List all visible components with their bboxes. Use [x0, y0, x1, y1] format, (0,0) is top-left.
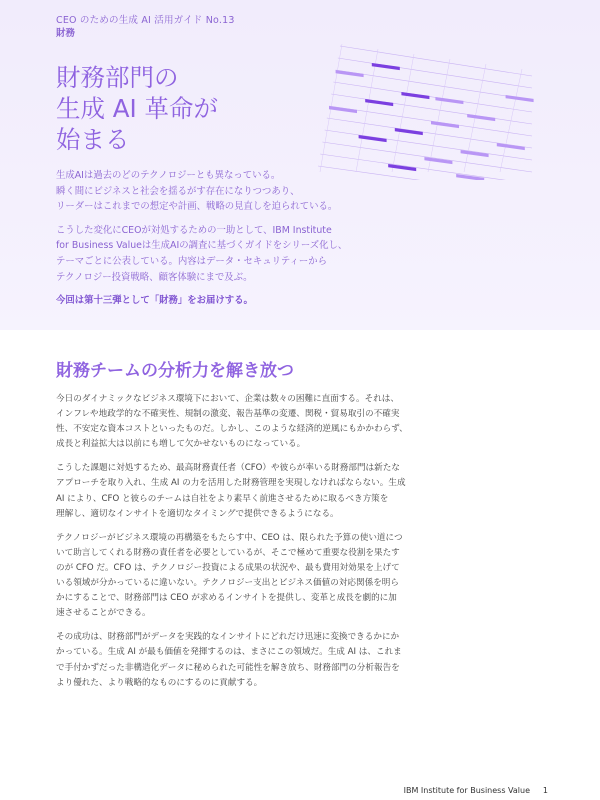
grid-bar [506, 95, 534, 102]
grid-line [392, 54, 414, 172]
grid-bar [336, 70, 364, 77]
grid-bars [329, 63, 534, 180]
grid-bar [435, 97, 463, 104]
grid-line [338, 58, 532, 88]
text-line: 成長と利益拡大は以前にも増して欠かせないものになっている。 [56, 439, 306, 450]
title-line: 生成 AI 革命が [56, 94, 219, 123]
grid-bar [359, 135, 387, 142]
grid-line [329, 106, 532, 136]
grid-line [327, 118, 532, 148]
text-line: 今日のダイナミックなビジネス環境下において、企業は数々の困難に直面する。それは、 [56, 394, 399, 404]
article-body [56, 392, 548, 691]
text-line: こうした課題に対処するため、最高財務責任者（CFO）や彼らが率いる財務部門は新たな [56, 463, 400, 474]
text-line: かっている。生成 AI が最も価値を発揮するのは、まさにこの領域だ。生成 AI は、これま [56, 647, 402, 658]
title-line: 財務部門の [56, 63, 179, 92]
text-line: 瞬く間にビジネスと社会を揺るがす存在になりつつあり、 [56, 185, 300, 197]
perspective-grid-illustration [312, 40, 540, 180]
section-heading: 財務チームの分析力を解き放つ [56, 361, 294, 381]
body-paragraph [56, 630, 548, 690]
body-paragraph [56, 461, 548, 521]
intro-paragraph [56, 168, 556, 215]
text-line: テクノロジー投資戦略、顧客体験にまで及ぶ。 [56, 271, 253, 283]
page-number: 1 [542, 786, 548, 795]
grid-bar [329, 106, 357, 113]
text-line: リーダーはこれまでの想定や計画、戦略の見直しを迫られている。 [56, 201, 338, 213]
grid-line [336, 70, 532, 100]
intro-text [56, 168, 556, 285]
topic-label: 財務 [56, 28, 76, 39]
text-line: AI により、CFO と彼らのチームは自社をより素早く前進させるために取るべき方策を [56, 493, 389, 504]
series-label: CEO のための生成 AI 活用ガイド No.13 [56, 15, 235, 26]
grid-bar [497, 143, 525, 150]
hero-banner [0, 0, 600, 330]
page-title [56, 62, 286, 155]
grid-line [428, 59, 450, 172]
body-paragraph [56, 392, 548, 452]
text-line: のが CFO だ。CFO は、テクノロジー投資による成果の状況や、最も費用対効果を上げて [56, 562, 400, 573]
grid-bar [461, 150, 489, 157]
text-line: より優れた、より戦略的なものにするのに貢献する。 [56, 677, 263, 688]
footer-organization: IBM Institute for Business Value [403, 786, 530, 795]
text-line: アプローチを取り入れ、生成 AI の力を活用した財務管理を実現しなければならない。生成 [56, 478, 406, 489]
grid-bar [467, 114, 495, 121]
text-line: いて助言してくれる財務の責任者を必要としているが、そこで極めて重要な役割を果たす [56, 547, 400, 558]
intro-paragraph [56, 223, 556, 285]
text-line: for Business Valueは生成AIの調査に基づくガイドをシリーズ化し、 [56, 240, 348, 252]
text-line: かにすることで、財務部門は CEO が求めるインサイトを提供し、変革と成長を劇的に加 [56, 593, 397, 604]
grid-bar [365, 99, 393, 106]
text-line: で手付かずだった非構造化データに秘められた可能性を解き放ち、財務部門の分析報告を [56, 662, 400, 673]
text-line: テーマごとに公表している。内容はデータ・セキュリティーから [56, 255, 327, 267]
text-line: こうした変化にCEOが対処するための一助として、IBM Institute [56, 224, 332, 236]
grid-bar [372, 63, 400, 70]
text-line: その成功は、財務部門がデータを実践的なインサイトにどれだけ迅速に変換できるかにか [56, 632, 400, 643]
text-line: 速させることができる。 [56, 608, 151, 619]
grid-bar [424, 157, 452, 164]
text-line: 理解し、適切なインサイトを適切なタイミングで提供できるようになる。 [56, 508, 339, 519]
grid-line [340, 46, 532, 76]
grid-bar [431, 121, 459, 128]
grid-line [500, 69, 522, 172]
text-line: 性、不安定な資本コストといったものだ。しかし、このような経済的逆風にもかかわらず、 [56, 424, 408, 435]
lead-text: 今回は第十三弾として「財務」をお届けする。 [56, 295, 253, 306]
body-paragraph [56, 531, 548, 622]
grid-line [331, 94, 532, 124]
title-line: 始まる [56, 125, 130, 154]
text-line: 生成AIは過去のどのテクノロジーとも異なっている。 [56, 170, 281, 181]
text-line: いる領域が分かっているに違いない。テクノロジー支出とビジネス価値の対応関係を明ら [56, 578, 399, 589]
text-line: インフレや地政学的な不確実性、規制の激変、報告基準の変遷、関税・貿易取引の不確実 [56, 409, 400, 420]
text-line: テクノロジーがビジネス環境の再構築をもたらす中、CEO は、限られた予算の使い道につ [56, 532, 403, 543]
grid-line [333, 82, 532, 112]
